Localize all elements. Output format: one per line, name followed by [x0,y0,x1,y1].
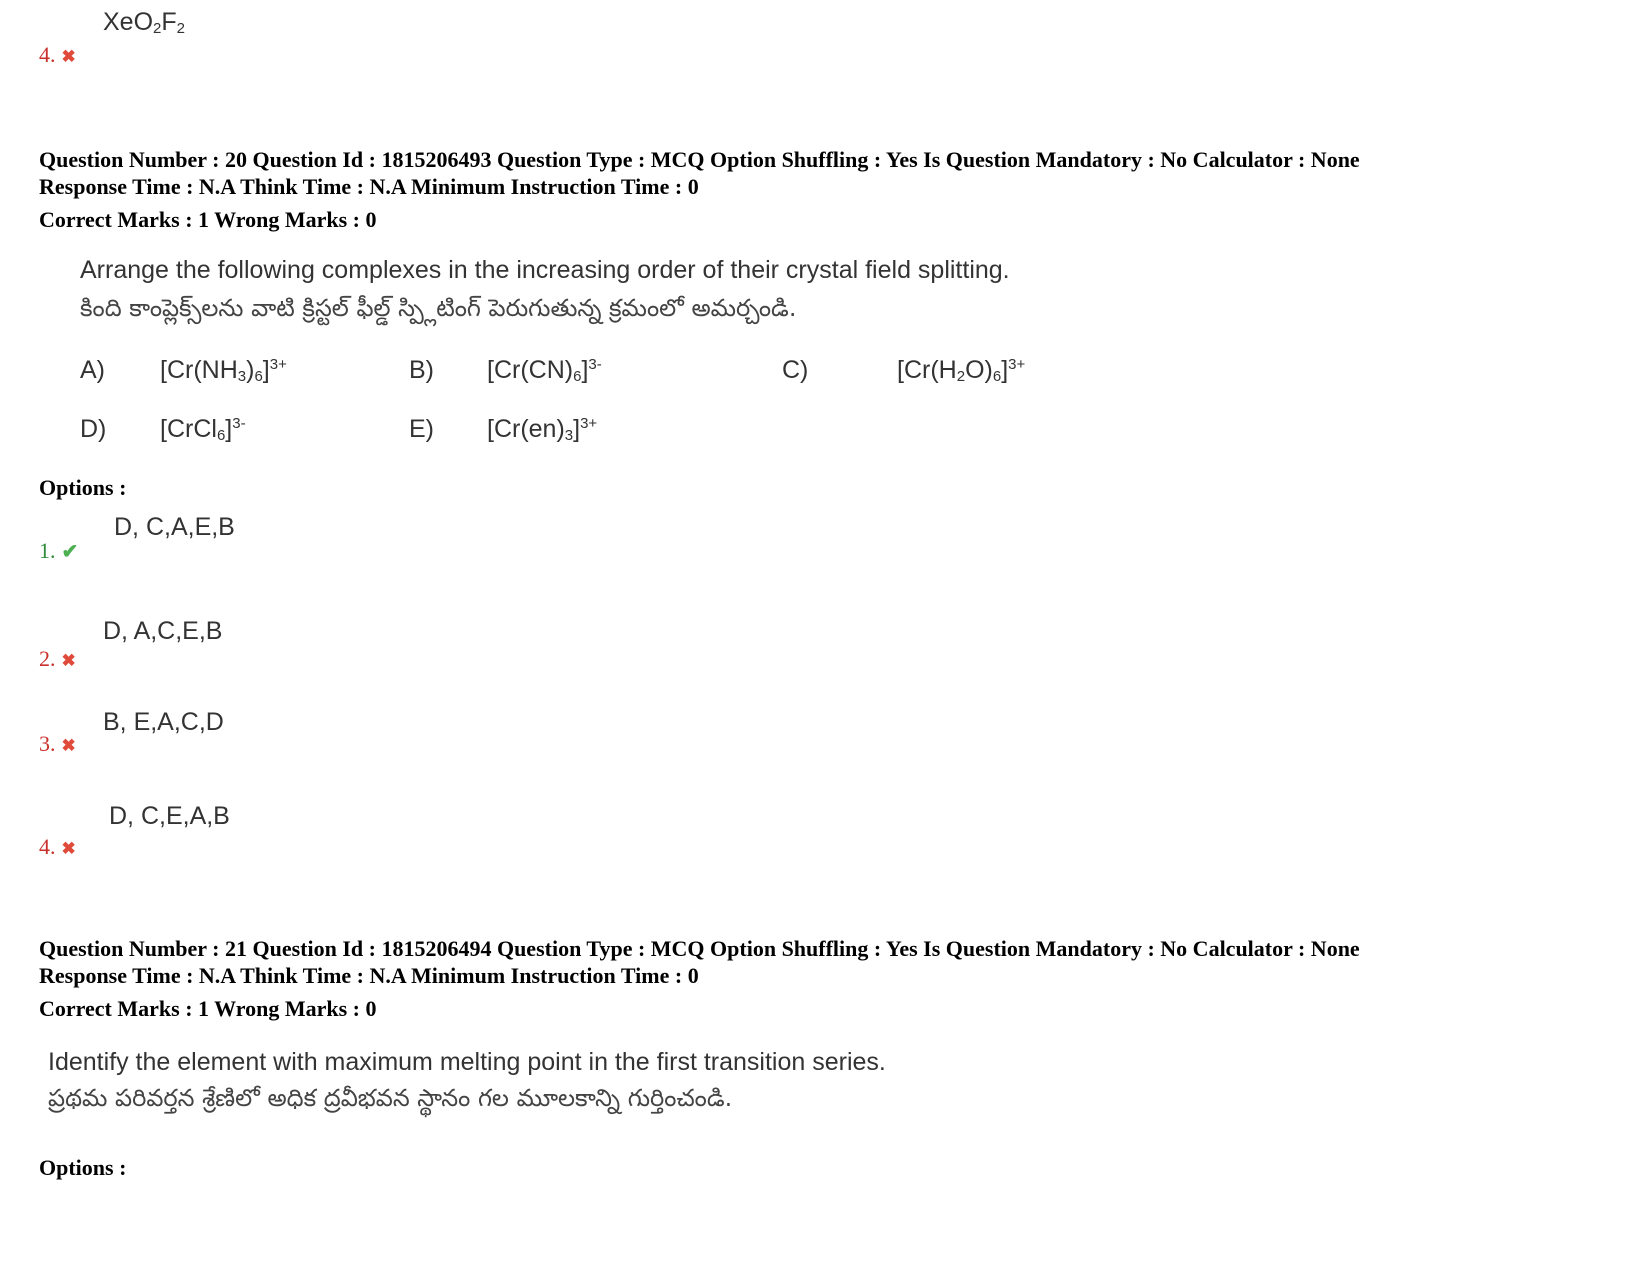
option-number: 3. [39,731,56,756]
complex-label-b: B) [409,356,434,384]
check-icon: ✔ [61,541,79,563]
q20-option-3 [39,731,76,757]
cross-icon: ✖ [61,47,76,66]
cross-icon: ✖ [61,839,76,858]
q20-option-1 [39,538,78,564]
complex-label-c: C) [782,356,809,384]
q20-question-en: Arrange the following complexes in the increasing order of their crystal field splitting. [80,256,1010,284]
complex-label-a: A) [80,356,105,384]
q21-question-en: Identify the element with maximum melting point in the first transition series. [48,1048,886,1076]
q20-option-2 [39,646,76,672]
q21-meta-line1: Question Number : 21 Question Id : 1815206494 Question Type : MCQ Option Shuffling : Yes Is Question Mandatory : No Calculator : None [39,936,1360,961]
cross-icon: ✖ [61,736,76,755]
q20-option-4 [39,834,76,860]
complex-a: $[Cr(NH_3)_6]^{3+}$ [160,356,287,385]
complex-label-d: D) [80,415,107,443]
q21-options-heading: Options : [39,1155,127,1180]
complex-c: $[Cr(H_2O)_6]^{3+}$ [897,356,1026,385]
complex-label-e: E) [409,415,434,443]
complex-e: $[Cr(en)_3]^{3+}$ [487,415,598,444]
q20-option-4-text: D, C,E,A,B [109,802,230,830]
q20-option-3-text: B, E,A,C,D [103,708,224,736]
q21-meta-line2: Response Time : N.A Think Time : N.A Minimum Instruction Time : 0 [39,963,699,988]
complex-d: [CrCl$_6$]$^{3-}$ [160,415,246,444]
q20-options-heading: Options : [39,475,127,500]
q21-question-te: ప్రథమ పరివర్తన శ్రేణిలో అధిక ద్రవీభవన స్థానం గల మూలకాన్ని గుర్తించండి. [48,1084,733,1112]
prev-option-4 [39,42,76,68]
option-number: 2. [39,646,56,671]
complex-b: $[Cr(CN)_6]^{3-}$ [487,356,602,385]
prev-option-text: $XeO_2F_2$ [103,8,185,37]
q20-question-te: కింది కాంప్లెక్స్‌లను వాటి క్రిస్టల్ ఫీల్డ్ స్ప్లిటింగ్ పెరుగుతున్న క్రమంలో అమర్చండి. [80,294,797,322]
q20-option-2-text: D, A,C,E,B [103,617,223,645]
option-number: 1. [39,538,56,563]
q20-marks: Correct Marks : 1 Wrong Marks : 0 [39,207,377,232]
option-number: 4. [39,42,56,67]
option-number: 4. [39,834,56,859]
q20-meta-line2: Response Time : N.A Think Time : N.A Minimum Instruction Time : 0 [39,174,699,199]
q20-option-1-text: D, C,A,E,B [114,513,235,541]
cross-icon: ✖ [61,651,76,670]
q20-meta-line1: Question Number : 20 Question Id : 1815206493 Question Type : MCQ Option Shuffling : Yes Is Question Mandatory : No Calculator : None [39,147,1360,172]
q21-marks: Correct Marks : 1 Wrong Marks : 0 [39,996,377,1021]
